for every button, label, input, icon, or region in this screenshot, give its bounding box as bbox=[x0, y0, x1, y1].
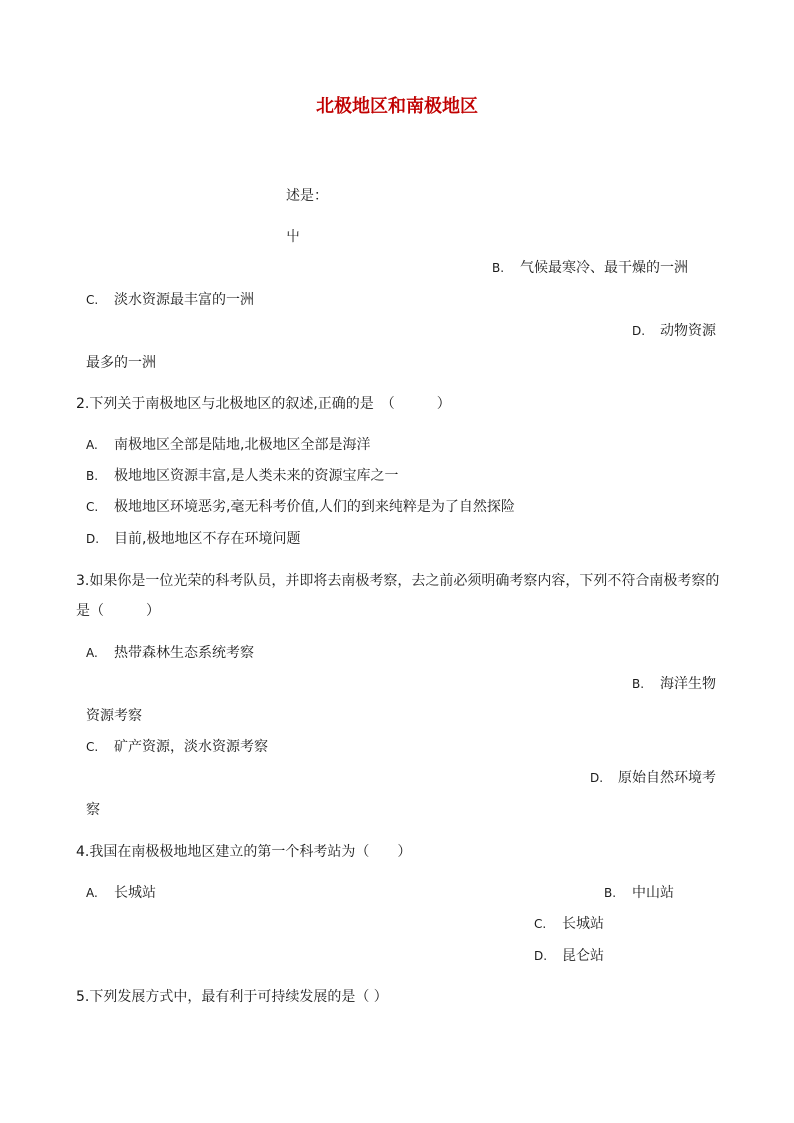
option-letter: C. bbox=[534, 917, 547, 931]
q2-option-d bbox=[86, 530, 300, 548]
option-letter: C. bbox=[86, 500, 99, 514]
option-letter: D. bbox=[632, 324, 646, 338]
option-text: 原始自然环境考 bbox=[618, 770, 716, 786]
option-text: 极地地区资源丰富,是人类未来的资源宝库之一 bbox=[114, 468, 399, 484]
option-letter: A. bbox=[86, 438, 98, 452]
q2-stem: 2.下列关于南极地区与北极地区的叙述,正确的是 （ ） bbox=[76, 396, 451, 412]
option-letter: B. bbox=[604, 886, 617, 900]
option-text: 目前,极地地区不存在环境问题 bbox=[114, 531, 301, 547]
q1-option-d bbox=[632, 322, 716, 340]
q3-option-b bbox=[632, 675, 716, 693]
option-text: 矿产资源，淡水资源考察 bbox=[114, 739, 268, 755]
q2-option-a bbox=[86, 436, 370, 454]
page-title: 北极地区和南极地区 bbox=[316, 96, 478, 117]
option-text: 南极地区全部是陆地,北极地区全部是海洋 bbox=[114, 437, 371, 453]
option-letter: D. bbox=[86, 532, 100, 546]
option-text: 气候最寒冷、最干燥的一洲 bbox=[520, 260, 688, 276]
option-text: 海洋生物 bbox=[660, 676, 716, 692]
q3-stem-line1: 3.如果你是一位光荣的科考队员，并即将去南极考察，去之前必须明确考察内容，下列不符合南极考察的 bbox=[76, 573, 720, 589]
q4-option-a bbox=[86, 884, 156, 902]
option-text: 长城站 bbox=[562, 916, 604, 932]
q3-option-b-continuation: 资源考察 bbox=[86, 708, 142, 724]
option-text: 昆仑站 bbox=[562, 948, 604, 964]
option-text: 长城站 bbox=[114, 885, 156, 901]
q2-option-c bbox=[86, 498, 515, 516]
option-text: 动物资源 bbox=[660, 323, 716, 339]
q3-stem-line2: 是（ ） bbox=[76, 603, 160, 619]
option-letter: D. bbox=[590, 771, 604, 785]
option-text: 极地地区环境恶劣,毫无科考价值,人们的到来纯粹是为了自然探险 bbox=[114, 499, 515, 515]
option-letter: B. bbox=[632, 677, 645, 691]
option-text: 中山站 bbox=[632, 885, 674, 901]
q3-option-d-continuation: 察 bbox=[86, 802, 100, 818]
option-letter: A. bbox=[86, 646, 98, 660]
option-letter: B. bbox=[86, 469, 99, 483]
option-letter: B. bbox=[492, 261, 505, 275]
option-letter: C. bbox=[86, 293, 99, 307]
option-letter: D. bbox=[534, 949, 548, 963]
q5-stem: 5.下列发展方式中，最有利于可持续发展的是（ ） bbox=[76, 989, 388, 1005]
q4-stem: 4.我国在南极极地地区建立的第一个科考站为（ ） bbox=[76, 844, 412, 860]
q3-option-d bbox=[590, 769, 716, 787]
q2-option-b bbox=[86, 467, 398, 485]
q1-stem-fragment: 述是： bbox=[286, 188, 328, 204]
option-text: 热带森林生态系统考察 bbox=[114, 645, 254, 661]
q4-option-c bbox=[534, 915, 604, 933]
option-text: 淡水资源最丰富的一洲 bbox=[114, 292, 254, 308]
q4-option-b bbox=[604, 884, 674, 902]
q3-option-c bbox=[86, 738, 268, 756]
q1-option-b bbox=[492, 259, 688, 277]
option-letter: C. bbox=[86, 740, 99, 754]
q4-option-d bbox=[534, 947, 604, 965]
q3-option-a bbox=[86, 644, 254, 662]
q1-option-c bbox=[86, 291, 254, 309]
q1-option-d-continuation: 最多的一洲 bbox=[86, 355, 156, 371]
q1-fragment: 屮 bbox=[286, 229, 300, 245]
option-letter: A. bbox=[86, 886, 98, 900]
